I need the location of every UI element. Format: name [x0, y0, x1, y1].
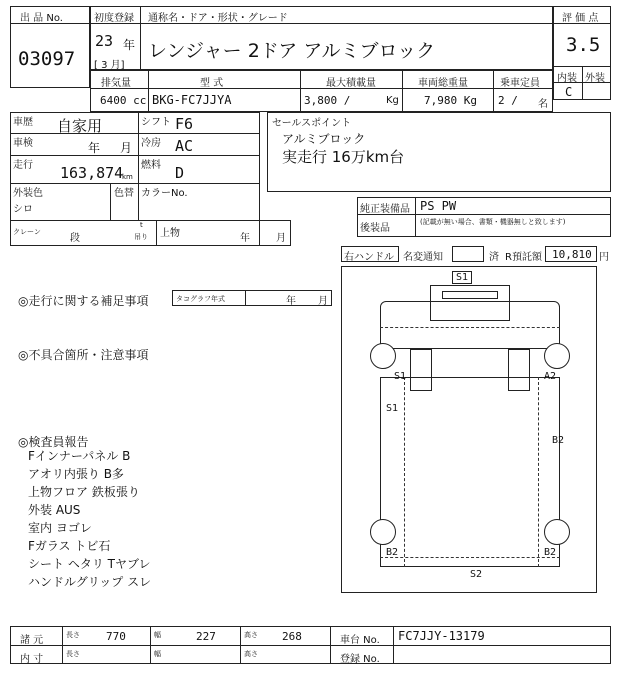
- divider: [240, 626, 241, 664]
- bed-box: [156, 220, 291, 246]
- divider: [90, 88, 553, 89]
- bed-year: 年: [240, 233, 250, 244]
- divider: [582, 66, 583, 100]
- divider: [393, 626, 394, 664]
- rear-right-wheel: [544, 519, 570, 545]
- color-change-label: 色替: [114, 188, 134, 199]
- cargo-body: [380, 377, 560, 567]
- name-change-box: [452, 246, 484, 262]
- front-right-wheel: [544, 343, 570, 369]
- inspector-line: Fガラス トビ石: [28, 539, 111, 553]
- divider: [330, 626, 331, 664]
- cab-line: [380, 327, 560, 328]
- inspector-report-label: ◎検査員報告: [18, 435, 89, 449]
- exterior-grade-label: 外装: [585, 73, 605, 84]
- reg-month: [ 3 月]: [94, 60, 125, 71]
- length-value: 770: [106, 630, 126, 643]
- bed-label: 上物: [160, 228, 180, 239]
- registration-label: 登録 No.: [340, 654, 380, 665]
- crane-label: クレーン: [13, 228, 41, 236]
- aftermarket-label: 後装品: [360, 223, 390, 234]
- history-value: 自家用: [57, 117, 103, 135]
- done-label: 済: [489, 252, 499, 263]
- chassis-value: FC7JJY-13179: [398, 629, 485, 643]
- front-left-wheel: [370, 343, 396, 369]
- damage-mark-left-door: S1: [394, 371, 407, 382]
- crane-stage: 段: [70, 233, 80, 244]
- score-value: 3.5: [566, 34, 601, 56]
- width-value: 227: [196, 630, 216, 643]
- divider: [493, 70, 494, 112]
- gross-weight-label: 車両総重量: [418, 78, 468, 89]
- rear-left-wheel: [370, 519, 396, 545]
- inner-length-label: 長さ: [66, 650, 80, 658]
- inspector-line: 室内 ヨゴレ: [28, 521, 92, 535]
- body-line: [404, 377, 405, 567]
- color-value: シロ: [13, 204, 33, 215]
- cab-roof: [380, 301, 560, 349]
- divider: [62, 626, 63, 664]
- divider: [110, 183, 111, 220]
- reg-year-unit: 年: [123, 38, 136, 52]
- body-line: [538, 377, 539, 567]
- damage-mark-front: S1: [452, 271, 472, 284]
- steering-value: 右ハンドル: [344, 252, 394, 263]
- divider: [148, 70, 149, 112]
- height-label: 高さ: [244, 631, 258, 639]
- color-code-label: カラーNo.: [141, 188, 188, 199]
- length-label: 長さ: [66, 631, 80, 639]
- body-line: [380, 557, 560, 558]
- displacement-label: 排気量: [101, 78, 131, 89]
- width-label: 幅: [154, 631, 161, 639]
- mileage-value: 163,874: [60, 164, 124, 182]
- title-label: 通称名・ドア・形状・グレード: [148, 13, 288, 24]
- capacity-unit: 名: [538, 99, 548, 110]
- damage-mark-right-door: A2: [544, 371, 557, 382]
- inspector-line: 外装 AUS: [28, 503, 81, 517]
- capacity-value: 2 /: [498, 94, 518, 107]
- inspection-label: 車検: [13, 138, 33, 149]
- sales-point-line1: アルミブロック: [282, 132, 366, 146]
- inner-width-label: 幅: [154, 650, 161, 658]
- inspection-year: 年: [88, 141, 101, 155]
- inspector-line: ハンドルグリップ スレ: [28, 575, 152, 589]
- max-load-unit: Kg: [386, 95, 399, 106]
- color-label: 外装色: [13, 188, 43, 199]
- mirror-box: [442, 291, 498, 299]
- driving-notes-label: ◎走行に関する補足事項: [18, 294, 149, 308]
- score-label: 評 価 点: [562, 13, 599, 24]
- damage-mark-rear: S2: [470, 569, 483, 580]
- lot-number-label: 出 品 No.: [20, 13, 63, 24]
- model-label: 型 式: [200, 78, 224, 89]
- interior-grade-label: 内装: [557, 73, 577, 84]
- first-reg-label: 初度登録: [94, 13, 134, 24]
- shift-label: シフト: [141, 117, 171, 128]
- max-load-value: 3,800 /: [304, 94, 351, 107]
- sales-point-label: セールスポイント: [272, 118, 352, 129]
- divider: [138, 112, 139, 220]
- inspector-line: 上物フロア 鉄板張り: [28, 485, 140, 499]
- damage-mark-left-body: S1: [386, 403, 399, 414]
- bed-month: 月: [276, 233, 286, 244]
- fuel-value: D: [175, 164, 185, 182]
- gross-weight-value: 7,980 Kg: [424, 94, 477, 107]
- tacho-year: 年: [286, 296, 296, 307]
- crane-lift: 吊り: [134, 233, 148, 241]
- name-change-label: 名変通知: [403, 252, 443, 263]
- inner-height-label: 高さ: [244, 650, 258, 658]
- model-value: BKG-FC7JJYA: [152, 93, 232, 107]
- dims-label: 諸 元: [20, 635, 44, 646]
- mileage-label: 走行: [13, 160, 33, 171]
- history-label: 車歴: [13, 117, 33, 128]
- defects-label: ◎不具合箇所・注意事項: [18, 348, 149, 362]
- inspector-line: アオリ内張り B多: [28, 467, 124, 481]
- inspector-line: Fインナーパネル B: [28, 449, 131, 463]
- inspector-line: シート ヘタリ Tヤブレ: [28, 557, 151, 571]
- divider: [245, 290, 246, 306]
- ac-label: 冷房: [141, 138, 161, 149]
- divider: [150, 626, 151, 664]
- vehicle-title: レンジャー 2ドア アルミブロック: [148, 40, 436, 62]
- tacho-label: タコグラフ年式: [176, 295, 225, 303]
- damage-mark-right-body: B2: [552, 435, 565, 446]
- recycle-label: R預託額: [505, 252, 542, 263]
- fuel-label: 燃料: [141, 160, 161, 171]
- crane-tonnage: t: [140, 221, 143, 229]
- inner-dims-label: 内 寸: [20, 654, 44, 665]
- divider: [300, 70, 301, 112]
- divider: [10, 133, 260, 134]
- genuine-equipment-label: 純正装備品: [360, 204, 410, 215]
- damage-diagram: [341, 266, 597, 593]
- divider: [140, 6, 141, 70]
- max-load-label: 最大積載量: [326, 78, 376, 89]
- divider: [10, 183, 260, 184]
- interior-grade: C: [565, 85, 573, 99]
- lot-number: 03097: [18, 48, 76, 70]
- divider: [415, 197, 416, 237]
- genuine-equipment-value: PS PW: [420, 199, 457, 213]
- damage-mark-rear-right: B2: [544, 547, 557, 558]
- chassis-label: 車台 No.: [340, 635, 380, 646]
- mileage-unit: km: [122, 173, 133, 181]
- ac-value: AC: [175, 137, 194, 155]
- displacement-value: 6400 cc: [100, 94, 147, 107]
- divider: [402, 70, 403, 112]
- height-value: 268: [282, 630, 302, 643]
- capacity-label: 乗車定員: [500, 78, 540, 89]
- yen-label: 円: [599, 252, 609, 263]
- inspection-month: 月: [120, 141, 133, 155]
- tacho-month: 月: [318, 296, 328, 307]
- damage-mark-rear-left: B2: [386, 547, 399, 558]
- divider: [10, 155, 260, 156]
- reg-year: 23: [95, 32, 114, 50]
- shift-value: F6: [175, 115, 194, 133]
- aftermarket-note: (記載が無い場合、書類・機器無しと致します): [420, 218, 566, 226]
- divider: [10, 645, 611, 646]
- recycle-amount: 10,810: [552, 248, 592, 261]
- sales-point-line2: 実走行 16万km台: [282, 148, 405, 166]
